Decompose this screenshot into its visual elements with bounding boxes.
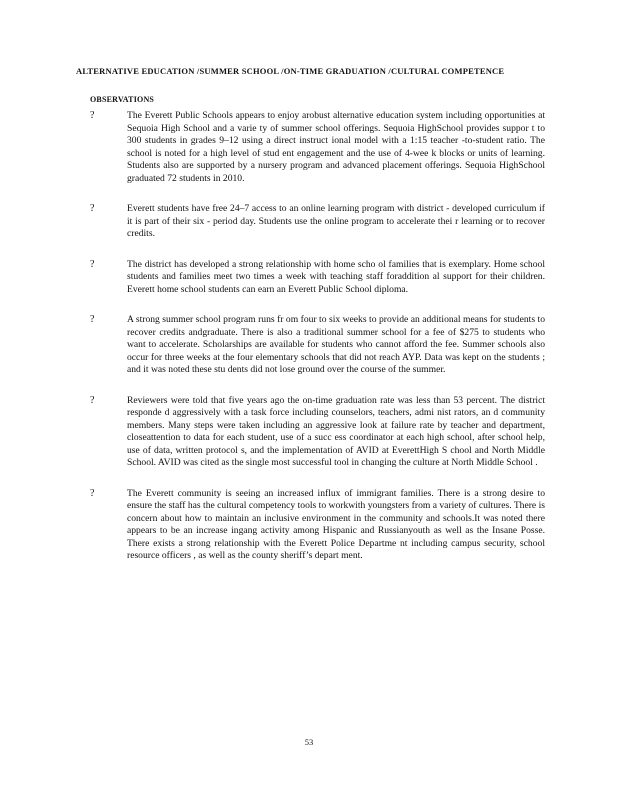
observation-text: The Everett community is seeing an increased influx of immigrant families. There is a strong desire to ensure the staff has the cultural competency tools to workwith youngsters from a variety of cultures. There is concern about how to maintain an inclusive environment in the community and schools.It was noted there appears to be an increase ingang activity among Hispanic and Russianyouth as well as the Insane Posse. There exists a strong relationship with the Everett Police Departme nt including campus security, school resource officers , as well as the county sheriff’s depart ment. — [127, 487, 545, 561]
observation-item — [90, 110, 545, 185]
page-number: 53 — [304, 737, 314, 747]
observation-item — [90, 395, 545, 470]
bullet-icon: ? — [90, 314, 95, 325]
observation-text: Everett students have free 24–7 access to an online learning program with district - developed curriculum if it is part of their six - period day. Students use the online program to accelerate thei r learning or to recover credits. — [127, 203, 545, 239]
observation-text: The Everett Public Schools appears to enjoy arobust alternative education system including opportunities at Sequoia High School and a varie ty of summer school offerings. Sequoia HighSchool provides suppor t to 300 students in grades 9–12 using a direct instruct ional model with a 1:15 teacher -to-student ratio. The school is noted for a high level of stud ent engagement and the use of 4-wee k blocks or units of learning. Students also are supported by a nursery program and advanced placement offerings. Sequoia HighSchool graduated 72 students in 2010. — [127, 110, 545, 184]
observation-text: Reviewers were told that five years ago the on-time graduation rate was less than 53 percent. The district responde d aggressively with a task force including counselors, teachers, admi nist rators, an d community members. Many steps were taken including an aggressive look at failure rate by teacher and department, closeattention to data for each student, use of a succ ess coordinator at each high school, after school help, use of data, written protocol s, and the implementation of AVID at EverettHigh S chool and North Middle School. AVID was cited as the single most successful tool in changing the culture at North Middle School . — [127, 394, 545, 468]
observations-heading: OBSERVATIONS — [90, 95, 155, 104]
bullet-icon: ? — [90, 258, 95, 270]
observation-text: The district has developed a strong relationship with home scho ol families that is exemplary. Home school students and families meet two times a week with teaching staff foraddition al support for their children. Everett home school students can earn an Everett Public School diploma. — [127, 258, 545, 295]
observation-item — [90, 203, 545, 241]
section-heading: ALTERNATIVE EDUCATION /SUMMER SCHOOL /ON-TIME GRADUATION /CULTURAL COMPETENCE — [76, 66, 505, 76]
observations-list — [90, 110, 545, 563]
observation-item — [90, 488, 545, 563]
bullet-icon: ? — [90, 110, 95, 121]
observation-text: A strong summer school program runs fr om four to six weeks to provide an additional means for students to recover credits andgraduate. There is also a traditional summer school for a fee of $275 to students who want to accelerate. Scholarships are available for students who cannot afford the fee. Summer schools also occur for three weeks at the four elementary schools that did not reach AYP. Data was kept on the students ; and it was noted these stu dents did not lose ground over the course of the summer. — [127, 314, 545, 375]
bullet-icon: ? — [90, 487, 95, 499]
bullet-icon: ? — [90, 394, 95, 406]
observation-item — [90, 259, 545, 297]
bullet-icon: ? — [90, 203, 95, 214]
observation-item — [90, 314, 545, 377]
